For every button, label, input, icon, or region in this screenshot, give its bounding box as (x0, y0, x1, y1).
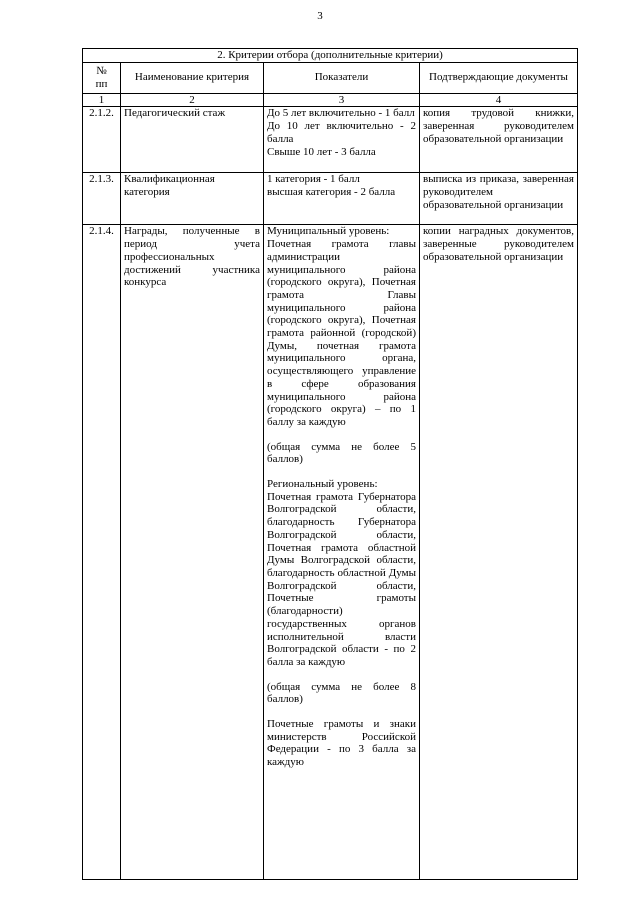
header-indicators: Показатели (264, 62, 420, 93)
header-row (83, 62, 578, 93)
indicator-text: (общая сумма не более 5 баллов) (267, 440, 416, 466)
section-title: 2. Критерии отбора (дополнительные критерии) (83, 49, 578, 63)
row-name: Квалификационная категория (121, 173, 264, 225)
indicator-text: Муниципальный уровень: Почетная грамота главы администрации муниципального района (городского округа), Почетная грамота Главы муниципального района (городского округа), Почетная грамота районной (городской) Думы, почетная грамота муниципального органа, осуществляющего управление в сфере образования муниципального района (городского округа) – по 1 баллу за каждую (267, 225, 416, 428)
row-indicators (264, 173, 420, 225)
row-num: 2.1.4. (83, 225, 121, 880)
column-numbers-row (83, 93, 578, 107)
indicator-text: До 5 лет включительно - 1 балл До 10 лет включительно - 2 балла Свыше 10 лет - 3 балла (267, 107, 416, 158)
criteria-table (82, 48, 578, 880)
row-name: Педагогический стаж (121, 107, 264, 173)
indicator-text: Почетные грамоты и знаки министерств Российской Федерации - по 3 балла за каждую (267, 718, 416, 769)
row-num: 2.1.3. (83, 173, 121, 225)
table-row (83, 173, 578, 225)
row-indicators (264, 225, 420, 880)
page-number: 3 (317, 10, 323, 22)
column-number: 4 (420, 93, 578, 107)
row-documents: выписка из приказа, заверенная руководителем образовательной организации (420, 173, 578, 225)
row-name: Награды, полученные в период учета профессиональных достижений участника конкурса (121, 225, 264, 880)
indicator-text: (общая сумма не более 8 баллов) (267, 680, 416, 706)
row-num: 2.1.2. (83, 107, 121, 173)
column-number: 3 (264, 93, 420, 107)
row-documents: копия трудовой книжки, заверенная руководителем образовательной организации (420, 107, 578, 173)
table-row (83, 225, 578, 880)
indicator-text: 1 категория - 1 балл высшая категория - 2 балла (267, 173, 396, 199)
header-name: Наименование критерия (121, 62, 264, 93)
row-indicators (264, 107, 420, 173)
section-title-row (83, 49, 578, 63)
header-num: № пп (83, 62, 121, 93)
column-number: 1 (83, 93, 121, 107)
row-documents: копии наградных документов, заверенные руководителем образовательной организации (420, 225, 578, 880)
table-row (83, 107, 578, 173)
indicator-text: Региональный уровень: Почетная грамота Губернатора Волгоградской области, благодарность Губернатора Волгоградской области, Почетная грамота областной Думы Волгоградской области, благодарность областной Думы Волгоградской области, Почетные грамоты (благодарности) государственных органов исполнительной власти Волгоградской области - по 2 балла за каждую (267, 478, 416, 668)
header-documents: Подтверждающие документы (420, 62, 578, 93)
column-number: 2 (121, 93, 264, 107)
